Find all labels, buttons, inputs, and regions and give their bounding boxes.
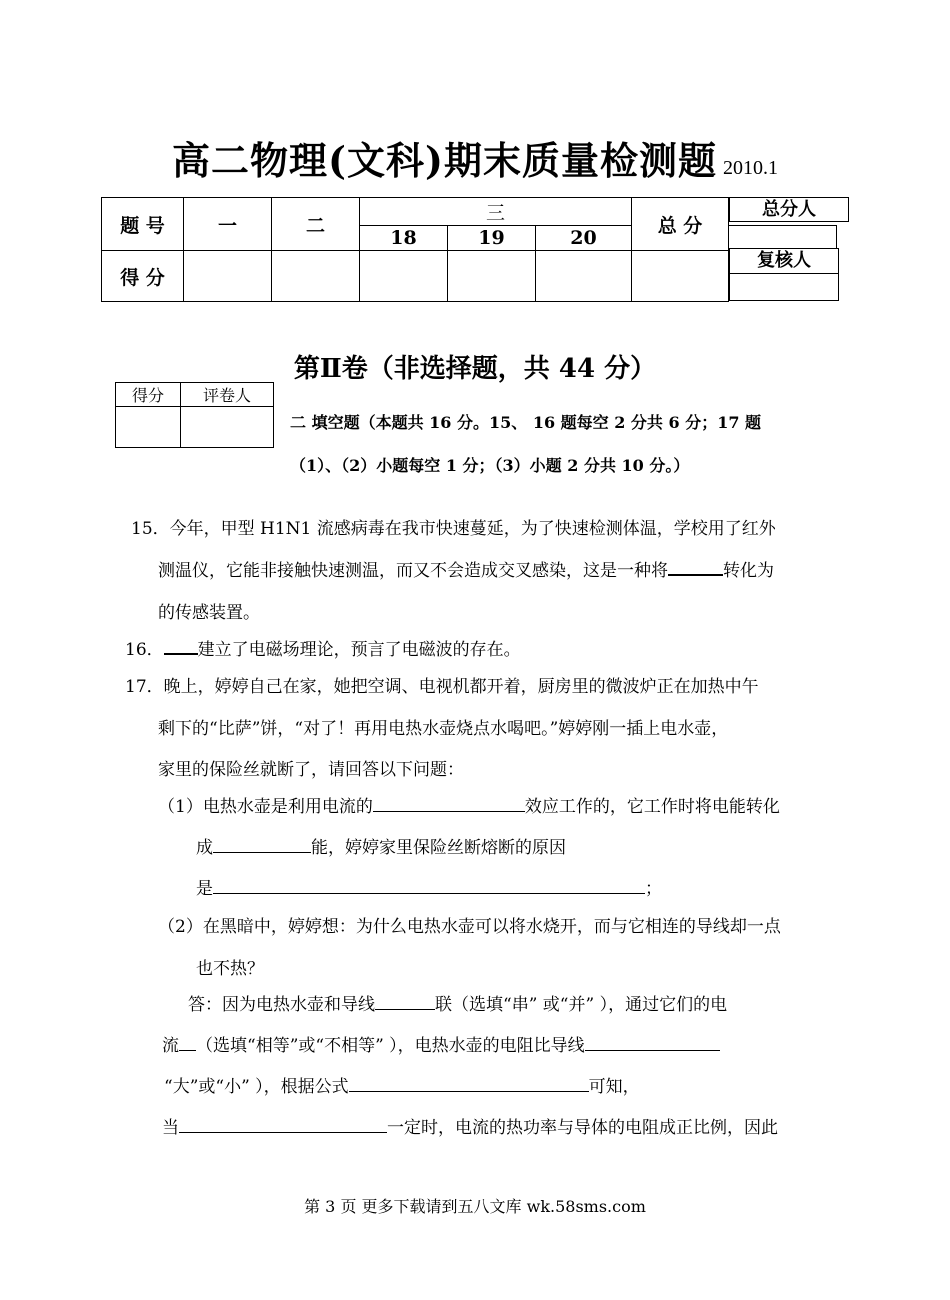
q17-1-line3: 是 ； — [196, 874, 662, 899]
grade-score-blank[interactable] — [116, 407, 181, 448]
header-q18: 18 — [360, 226, 448, 251]
header-q19: 19 — [448, 226, 536, 251]
header-q20: 20 — [536, 226, 632, 251]
grade-score-label: 得分 — [116, 383, 181, 407]
q17-2-line1: （2）在黑暗中，婷婷想：为什么电热水壶可以将水烧开，而与它相连的导线却一点 — [158, 917, 781, 937]
score-cell-20[interactable] — [536, 251, 632, 302]
header-part-2: 二 — [272, 198, 360, 251]
section-title: 第Ⅱ卷（非选择题，共 44 分） — [293, 354, 657, 384]
answer-line1: 答：因为电热水壶和导线 联（选填“串” 或“并” ），通过它们的电 — [188, 990, 727, 1015]
header-total: 总 分 — [632, 198, 729, 251]
answer-line4: 当 一定时，电流的热功率与导体的电阻成正比例，因此 — [162, 1113, 778, 1138]
score-cell-19[interactable] — [448, 251, 536, 302]
q15-line2: 测温仪，它能非接触快速测温，而又不会造成交叉感染，这是一种将 转化为 — [158, 556, 774, 581]
q15-blank[interactable] — [668, 557, 723, 576]
q17-2-line2: 也不热？ — [196, 959, 264, 979]
q17-line3: 家里的保险丝就断了，请回答以下问题： — [158, 760, 464, 780]
row-score-label: 得 分 — [102, 251, 184, 302]
header-part-1: 一 — [184, 198, 272, 251]
total-scorer-label: 总分人 — [729, 197, 849, 222]
q17-1-line1: （1）电热水壶是利用电流的 效应工作的，它工作时将电能转化 — [158, 792, 780, 817]
q17-1-blank-effect[interactable] — [373, 794, 525, 812]
answer-blank-connection[interactable] — [375, 992, 435, 1010]
answer-blank-current[interactable] — [179, 1033, 196, 1051]
reviewer-blank[interactable] — [729, 273, 839, 301]
answer-line3: “大”或“小” ），根据公式 可知， — [164, 1072, 640, 1097]
q17-1-blank-reason[interactable] — [213, 876, 645, 894]
q17-1-blank-energy[interactable] — [213, 835, 311, 853]
page-footer: 第 3 页 更多下载请到五八文库 wk.58sms.com — [304, 1197, 646, 1216]
q17-line1: 17．晚上，婷婷自己在家，她把空调、电视机都开着，厨房里的微波炉正在加热中午 — [125, 677, 759, 697]
header-part-3: 三 — [360, 198, 632, 226]
answer-blank-resistance[interactable] — [585, 1033, 720, 1051]
part2-instruction-2: （1）、（2）小题每空 1 分；（3）小题 2 分共 10 分。） — [290, 456, 690, 475]
total-scorer-blank[interactable] — [729, 226, 837, 251]
q15-line3: 的传感装置。 — [158, 603, 260, 623]
answer-blank-condition[interactable] — [179, 1115, 387, 1133]
answer-line2: 流 （选填“相等”或“不相等” ），电热水壶的电阻比导线 — [162, 1031, 720, 1056]
reviewer-label: 复核人 — [729, 248, 839, 274]
grade-grader-label: 评卷人 — [181, 383, 274, 407]
q17-line2: 剩下的“比萨”饼，“对了！再用电热水壶烧点水喝吧。”婷婷刚一插上电水壶， — [158, 719, 729, 739]
part2-instruction-1: 二 填空题（本题共 16 分。15、 16 题每空 2 分共 6 分；17 题 — [290, 413, 762, 432]
score-cell-1[interactable] — [184, 251, 272, 302]
header-tihao: 题 号 — [102, 198, 184, 251]
exam-title: 高二物理(文科)期末质量检测题 — [172, 138, 717, 183]
exam-date: 2010.1 — [722, 157, 778, 179]
q15-line1: 15．今年，甲型 H1N1 流感病毒在我市快速蔓延，为了快速检测体温，学校用了红外 — [131, 519, 776, 539]
q16-line: 16． 建立了电磁场理论，预言了电磁波的存在。 — [125, 635, 521, 660]
q17-1-line2: 成 能，婷婷家里保险丝断熔断的原因 — [196, 833, 566, 858]
score-table — [101, 197, 837, 302]
score-cell-2[interactable] — [272, 251, 360, 302]
answer-blank-formula[interactable] — [349, 1074, 589, 1092]
score-cell-18[interactable] — [360, 251, 448, 302]
grade-box — [115, 382, 274, 448]
grade-grader-blank[interactable] — [181, 407, 274, 448]
score-cell-total[interactable] — [632, 251, 729, 302]
page-title — [0, 130, 950, 185]
q16-blank[interactable] — [164, 636, 198, 655]
